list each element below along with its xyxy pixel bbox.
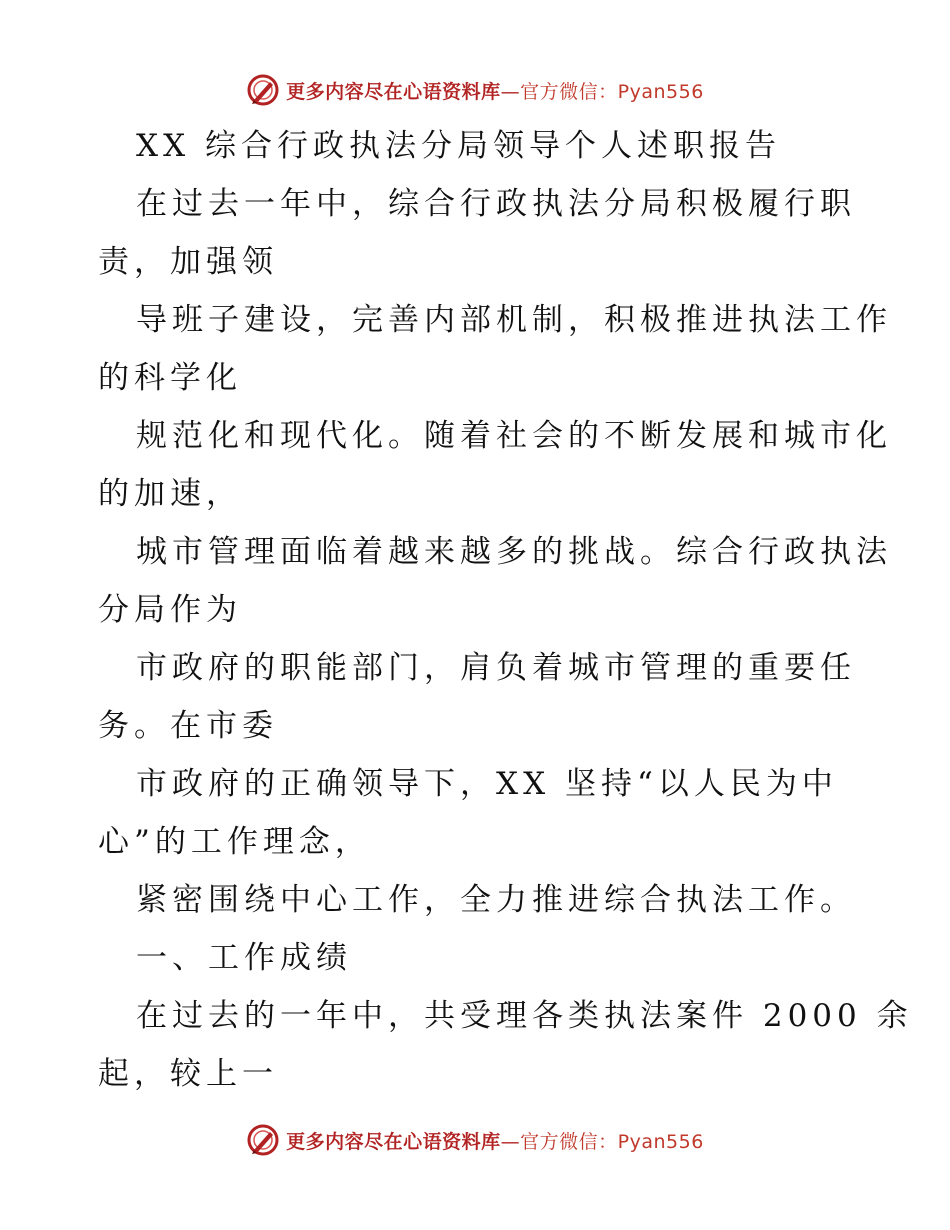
paragraph-line: 的加速， [98, 476, 242, 512]
paragraph-line: 城市管理面临着越来越多的挑战。综合行政执法 [136, 534, 892, 570]
paragraph-line: 规范化和现代化。随着社会的不断发展和城市化 [136, 418, 892, 454]
banner-title: 更多内容尽在心语资料库 [286, 80, 501, 103]
banner-text [286, 1127, 704, 1154]
paragraph-line: 分局作为 [98, 592, 242, 628]
paragraph-line: 导班子建设，完善内部机制，积极推进执法工作 [136, 302, 892, 338]
paragraph-line: 心”的工作理念， [98, 824, 371, 860]
section-heading: 一、工作成绩 [136, 940, 352, 976]
pen-logo-icon [246, 1123, 280, 1157]
paragraph-line: 的科学化 [98, 360, 242, 396]
paragraph-line: 市政府的正确领导下，XX 坚持“以人民为中 [136, 766, 838, 802]
paragraph-line: 在过去一年中，综合行政执法分局积极履行职 [136, 186, 856, 222]
banner-title: 更多内容尽在心语资料库 [286, 1130, 501, 1153]
paragraph-line: 起，较上一 [98, 1056, 278, 1092]
banner-separator: — [500, 80, 521, 103]
paragraph-line: 在过去的一年中，共受理各类执法案件 2000 余 [136, 998, 913, 1034]
banner-contact: 官方微信：Pyan556 [520, 1130, 704, 1153]
paragraph-line: 紧密围绕中心工作，全力推进综合执法工作。 [136, 882, 856, 918]
banner-separator: — [500, 1130, 521, 1153]
paragraph-line: 责，加强领 [98, 244, 278, 280]
document-title: XX 综合行政执法分局领导个人述职报告 [136, 128, 781, 164]
banner-contact: 官方微信：Pyan556 [520, 80, 704, 103]
paragraph-line: 市政府的职能部门，肩负着城市管理的重要任 [136, 650, 856, 686]
footer-banner [0, 1120, 950, 1160]
paragraph-line: 务。在市委 [98, 708, 278, 744]
